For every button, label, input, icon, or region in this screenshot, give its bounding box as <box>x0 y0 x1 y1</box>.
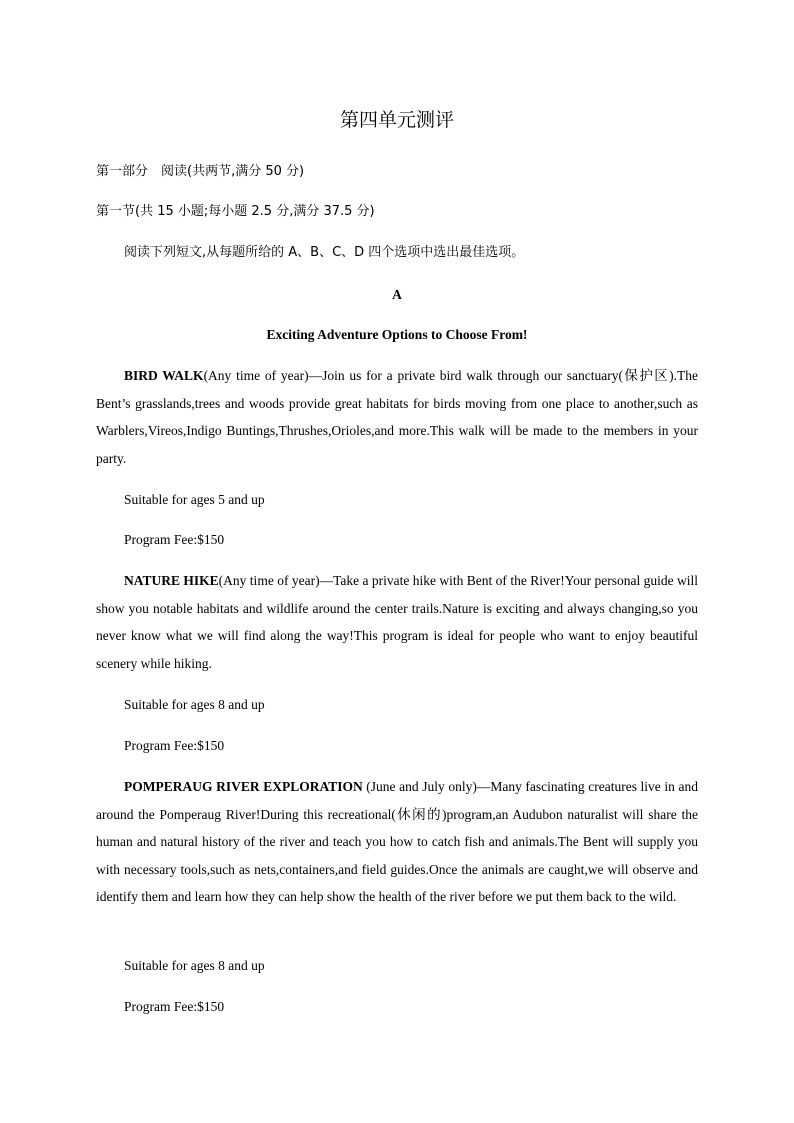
program-name: BIRD WALK <box>124 368 204 383</box>
program-description: (Any time of year)—Join us for a private bird walk through our sanctuary(保护区).The Bent’s grasslands,trees and woods provide great habitats for birds moving from one place to another,such as Warblers,Vireos,Indigo Buntings,Thrushes,Orioles,and more.This walk will be made to the members in your party. <box>96 368 698 466</box>
section-heading: 第一节(共 15 小题;每小题 2.5 分,满分 37.5 分) <box>96 204 375 219</box>
instruction-text: 阅读下列短文,从每题所给的 A、B、C、D 四个选项中选出最佳选项。 <box>124 245 525 260</box>
program-fee: Program Fee:$150 <box>124 532 225 547</box>
program-suitable-ages: Suitable for ages 5 and up <box>124 492 265 507</box>
part-heading: 第一部分 阅读(共两节,满分 50 分) <box>96 164 305 179</box>
program-fee: Program Fee:$150 <box>124 999 225 1014</box>
program-description: (June and July only)—Many fascinating creatures live in and around the Pomperaug River!During this recreational(休闲的)program,an Audubon naturalist will share the human and natural history of the river and teach you how to catch fish and animals.The Bent will supply you with necessary tools,such as nets,containers,and field guides.Once the animals are caught,we will observe and identify them and learn how they can help show the health of the river before we put them back to the wild. <box>96 779 698 904</box>
passage-letter: A <box>392 287 402 302</box>
program-paragraph <box>96 362 698 472</box>
page-title: 第四单元测评 <box>339 110 454 131</box>
program-name: NATURE HIKE <box>124 573 219 588</box>
passage-title: Exciting Adventure Options to Choose From! <box>266 327 528 342</box>
program-suitable-ages: Suitable for ages 8 and up <box>124 958 265 973</box>
program-paragraph <box>96 567 698 677</box>
program-name: POMPERAUG RIVER EXPLORATION <box>124 779 363 794</box>
program-fee: Program Fee:$150 <box>124 738 225 753</box>
program-description: (Any time of year)—Take a private hike with Bent of the River!Your personal guide will show you notable habitats and wildlife around the center trails.Nature is exciting and always changing,so you never know what we will find along the way!This program is ideal for people who want to enjoy beautiful scenery while hiking. <box>96 573 699 671</box>
program-paragraph <box>96 773 698 911</box>
program-suitable-ages: Suitable for ages 8 and up <box>124 697 265 712</box>
